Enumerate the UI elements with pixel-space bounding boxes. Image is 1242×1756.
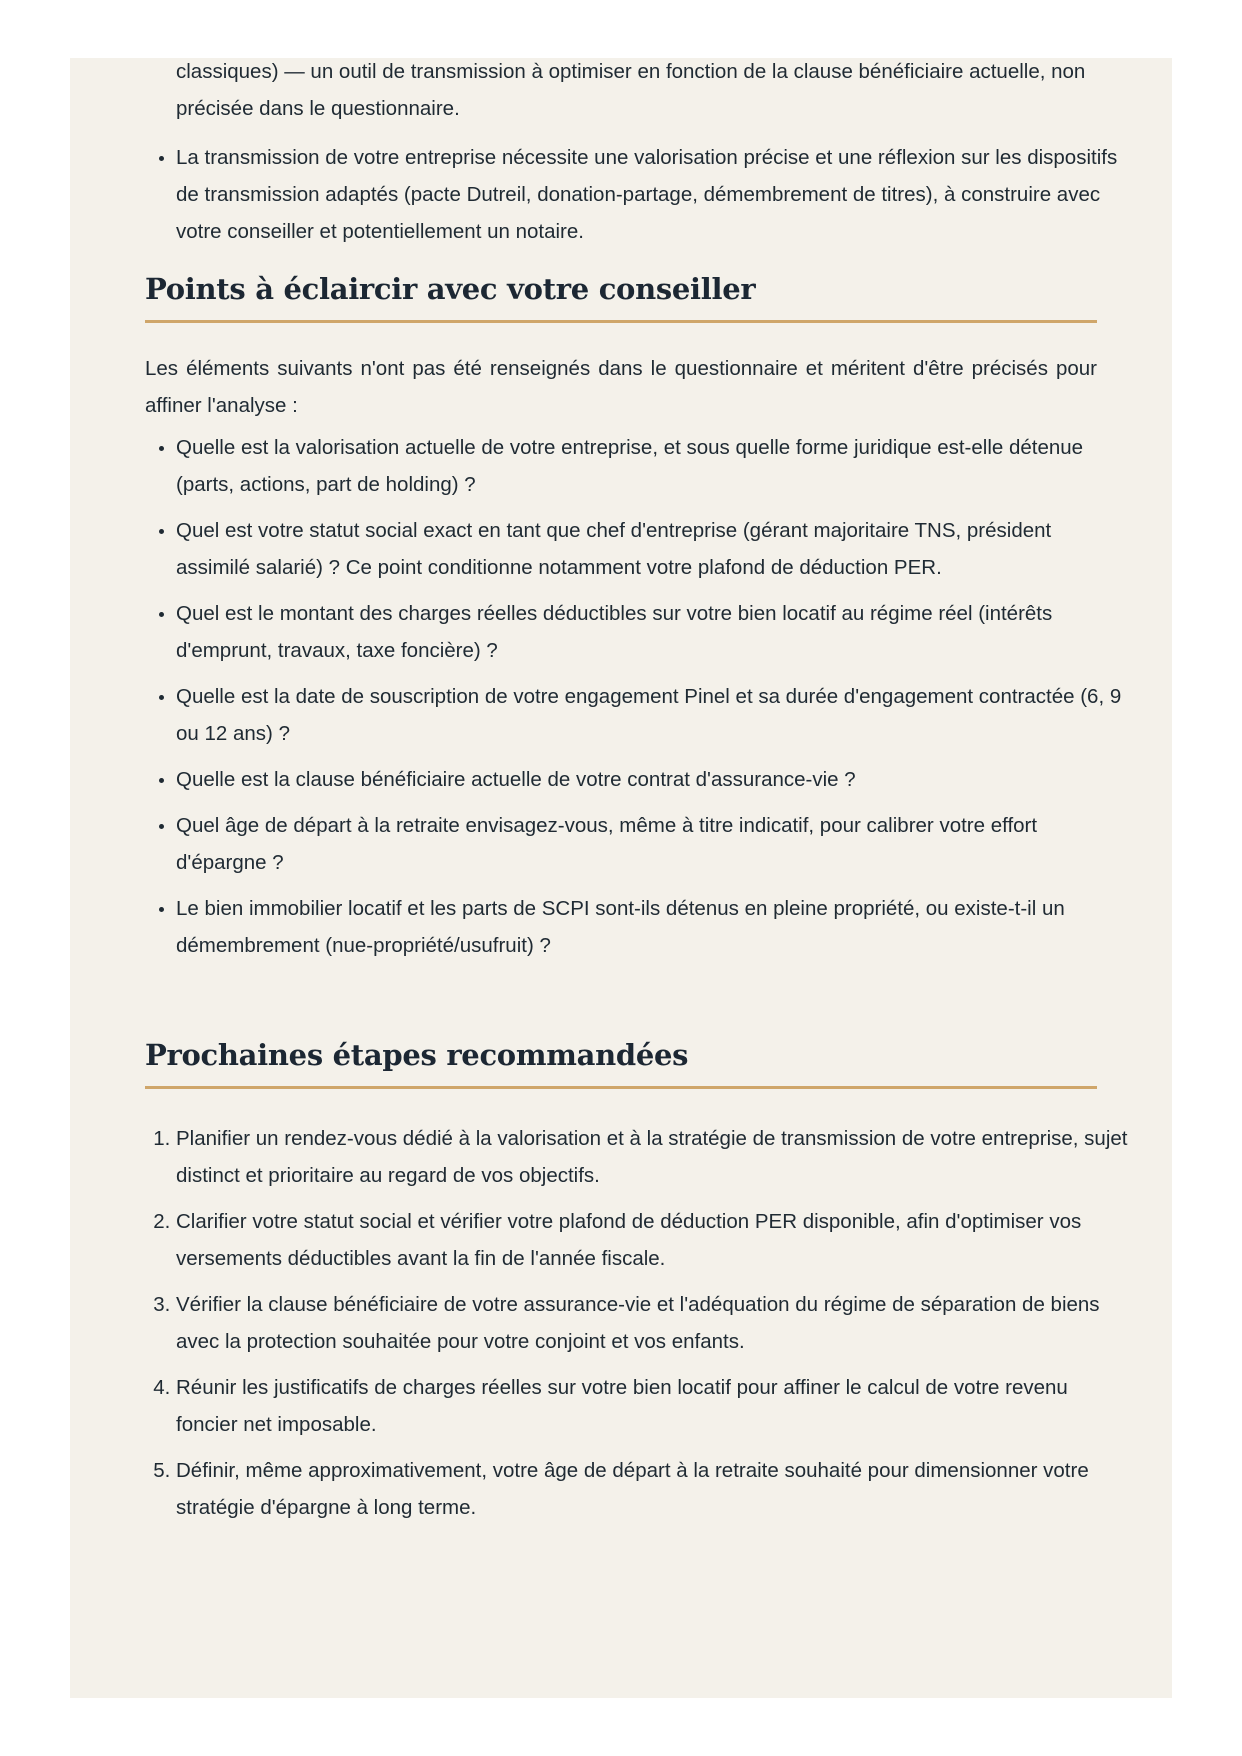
continued-bullet-list: [145, 53, 1128, 127]
section-intro: Les éléments suivants n'ont pas été renseignés dans le questionnaire et méritent d'être précisés pour affiner l'analyse :: [145, 357, 1097, 417]
list-item: • La transmission de votre entreprise nécessite une valorisation précise et une réflexion sur les dispositifs de transmission adaptés (pacte Dutreil, donation-partage, démembrement de titres), à construire avec votre conseiller et potentiellement un notaire.: [176, 139, 1128, 250]
list-item: • Quelle est la valorisation actuelle de votre entreprise, et sous quelle forme juridique est-elle détenue (parts, actions, part de holding) ?: [176, 429, 1128, 503]
bullet-list: [145, 139, 1128, 259]
list-item: 2. Clarifier votre statut social et vérifier votre plafond de déduction PER disponible, afin d'optimiser vos versements déductibles avant la fin de l'année fiscale.: [176, 1203, 1128, 1277]
list-item: • Quel âge de départ à la retraite envisagez-vous, même à titre indicatif, pour calibrer votre effort d'épargne ?: [176, 807, 1128, 881]
list-item: • Le bien immobilier locatif et les parts de SCPI sont-ils détenus en pleine propriété, ou existe-t-il un démembrement (nue-propriété/usufruit) ?: [176, 890, 1128, 964]
list-item: 3. Vérifier la clause bénéficiaire de votre assurance-vie et l'adéquation du régime de séparation de biens avec la protection souhaitée pour votre conjoint et vos enfants.: [176, 1286, 1128, 1360]
list-item: • Quel est le montant des charges réelles déductibles sur votre bien locatif au régime réel (intérêts d'emprunt, travaux, taxe foncière) ?: [176, 595, 1128, 669]
list-item: • Quelle est la clause bénéficiaire actuelle de votre contrat d'assurance-vie ?: [176, 761, 1128, 798]
section-heading-steps: Prochaines étapes recommandées: [145, 1038, 1097, 1089]
list-item: 1. Planifier un rendez-vous dédié à la valorisation et à la stratégie de transmission de votre entreprise, sujet distinct et prioritaire au regard de vos objectifs.: [176, 1120, 1128, 1194]
list-item: • Quelle est la date de souscription de votre engagement Pinel et sa durée d'engagement contractée (6, 9 ou 12 ans) ?: [176, 678, 1128, 752]
section-heading-points: Points à éclaircir avec votre conseiller: [145, 272, 1097, 323]
list-item: classiques) — un outil de transmission à optimiser en fonction de la clause bénéficiaire actuelle, non précisée dans le questionnaire.: [176, 60, 1086, 120]
list-item: 5. Définir, même approximativement, votre âge de départ à la retraite souhaité pour dimensionner votre stratégie d'épargne à long terme.: [176, 1452, 1128, 1526]
list-item: 4. Réunir les justificatifs de charges réelles sur votre bien locatif pour affiner le calcul de votre revenu foncier net imposable.: [176, 1369, 1128, 1443]
list-item: • Quel est votre statut social exact en tant que chef d'entreprise (gérant majoritaire TNS, président assimilé salarié) ? Ce point conditionne notamment votre plafond de déduction PER.: [176, 512, 1128, 586]
document-page: [70, 58, 1172, 1698]
steps-list: [145, 1120, 1128, 1535]
points-list: [145, 429, 1128, 973]
